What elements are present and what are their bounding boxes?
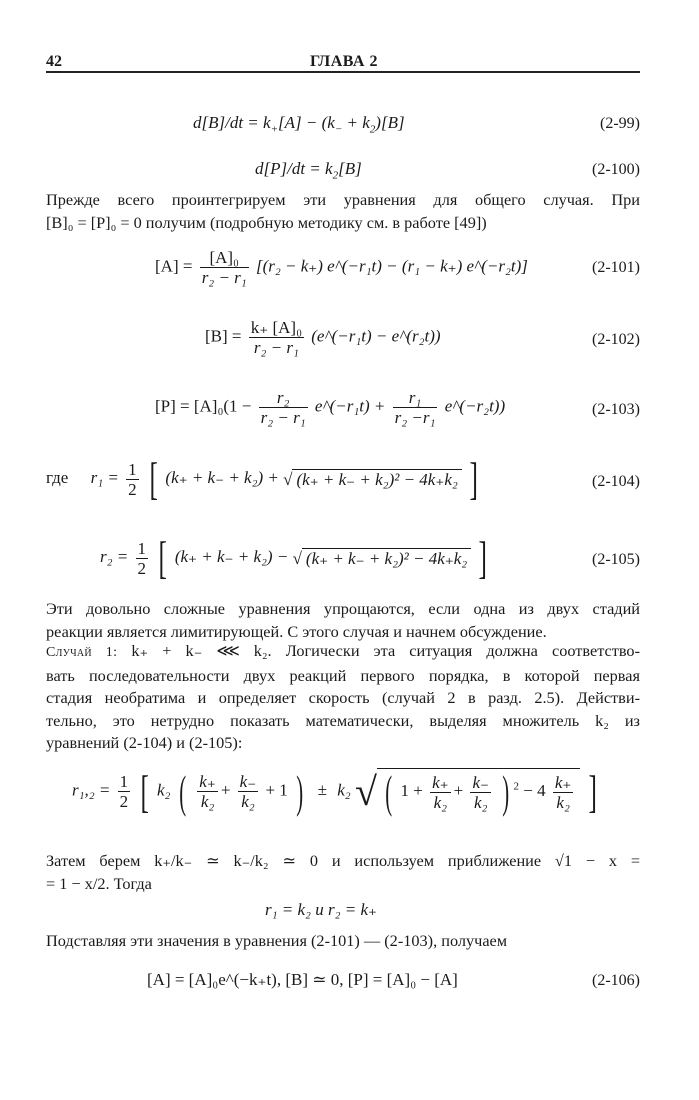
eq-2-103-end: e^(−r₂t)): [444, 396, 506, 416]
eq-2-103-fraction-2: [393, 388, 438, 427]
radicand: (k₊ + k₋ + k₂)² − 4k₊k₂: [292, 469, 461, 490]
equation-r12: r₁,₂ = $\frac{1}{2}$ [ k₂ ( $\frac{k_+}{\text{k₂}}$ + $\frac{k_-}{\text{k₂}}$ + 1 ) ± k₂ √ ( 1 + $\frac{k_+}{\text{k₂}}$ + $\frac{k_-}{\text{k₂}}$ ) $^2$ − 4 $\frac{k_+}{\text{k₂}}$ ]: [72, 765, 597, 817]
eq-r12-lhs: r₁,₂ =: [72, 780, 111, 800]
eq-2-105-sqrt: √ (k₊ + k₋ + k₂)² − 4k₊k₂: [293, 548, 472, 569]
eq-2-102-fraction: [249, 318, 304, 357]
eq-2-100-sub: 2: [332, 169, 339, 182]
case-label: Случай 1:: [46, 645, 118, 660]
eq-r12-sq-frac-1: [430, 773, 451, 812]
eq-2-99-part: )[B]: [375, 113, 405, 132]
eq-2-103-lhs: [P] = [A]₀(1 −: [155, 396, 252, 416]
page-number: 42: [46, 53, 62, 70]
fraction-denominator: k₂: [473, 792, 488, 812]
eq-r12-sqrt: √ ( 1 + $\frac{k_+}{\text{k₂}}$ + $\frac{k_-}{\text{k₂}}$ ) $^2$ − 4 $\frac{k_+}{\text{k₂}}$: [355, 768, 580, 815]
eq-r12-sq-frac-2: [470, 773, 491, 812]
fraction-numerator: 1: [137, 538, 146, 558]
eq-2-99-sub: +: [270, 123, 279, 136]
fraction-denominator: r₂ − r₁: [260, 408, 306, 427]
fraction-numerator: k₋: [239, 772, 257, 791]
paragraph-line: стадия необратима и определяет скорость (случай 2 в разд. 2.5). Действи-: [46, 688, 640, 707]
eq-2-104-prefix: где: [46, 467, 69, 487]
equation-2-99: [193, 113, 405, 135]
fraction-numerator: r₁: [393, 388, 438, 408]
fraction-numerator: 1: [128, 459, 137, 479]
eq-2-99-part: d[B]/dt = k: [193, 113, 271, 132]
paragraph-line: вать последовательности двух реакций первого порядка, в которой первая: [46, 665, 640, 685]
fraction-denominator: k₂: [200, 792, 215, 811]
fraction-numerator: k₋: [472, 772, 489, 792]
eq-number-2-102: (2-102): [592, 331, 640, 348]
paragraph-line: тельно, это нетрудно показать математически, выделяя множитель k₂ из: [46, 710, 640, 730]
eq-2-99-sub: 2: [369, 123, 376, 136]
eq-number-2-105: (2-105): [592, 551, 640, 568]
equation-2-105: [100, 532, 491, 583]
fraction-denominator: 2: [119, 792, 129, 811]
fraction-denominator: 2: [137, 558, 146, 578]
equation-2-103: [155, 388, 505, 427]
eq-2-105-inner: (k₊ + k₋ + k₂) −: [174, 546, 289, 566]
header-rule: [46, 71, 640, 73]
fraction-denominator: r₂ − r₁: [253, 338, 299, 357]
right-paren: ): [502, 766, 510, 817]
fraction-numerator: [A]₀: [200, 248, 249, 268]
eq-number-2-104: (2-104): [592, 473, 640, 490]
square-exponent: 2: [513, 780, 520, 793]
equation-2-104: [46, 453, 481, 504]
eq-r12-frac-2: [238, 772, 259, 811]
eq-2-103-fraction-1: [259, 388, 308, 427]
left-paren: (: [178, 765, 186, 817]
equation-r-approx: r₁ = k₂ и r₂ = k₊: [265, 900, 377, 919]
fraction-numerator: k₊: [199, 772, 216, 791]
eq-number-2-101: (2-101): [592, 259, 640, 276]
paragraph-line: [B]₀ = [P]₀ = 0 получим (подробную методику см. в работе [49]): [46, 212, 487, 232]
left-bracket: [: [149, 453, 158, 504]
eq-r12-one-plus: 1 +: [400, 780, 423, 800]
eq-2-104-half: [126, 460, 139, 499]
eq-2-99-part: [A] − (k: [278, 113, 335, 132]
paragraph-4: [46, 850, 640, 895]
eq-r12-k2b: k₂: [337, 780, 351, 800]
fraction-denominator: r₂ − r₁: [201, 268, 247, 287]
paragraph-line: реакции является лимитирующей. С этого случая и начнем обсуждение.: [46, 621, 547, 641]
eq-r12-half: [118, 772, 131, 811]
paragraph-5: [46, 930, 640, 953]
fraction-denominator: k₂: [556, 792, 570, 812]
eq-2-102-rhs: (e^(−r₁t) − e^(r₂t)): [311, 326, 441, 346]
right-bracket: ]: [478, 532, 488, 583]
paragraph-line: Прежде всего проинтегрируем эти уравнения для общего случая. При: [46, 190, 640, 209]
fraction-numerator: r₂: [259, 388, 308, 408]
eq-2-104-sqrt: √ (k₊ + k₋ + k₂)² − 4k₊k₂: [283, 469, 462, 490]
paragraph-text: k₊ + k₋ ⋘ k₂. Логически эта ситуация должна соответство-: [131, 641, 640, 660]
paragraph-2: [46, 598, 640, 643]
eq-r12-minus4: − 4: [523, 780, 546, 800]
paragraph-1: [46, 189, 640, 234]
eq-number-2-106: (2-106): [592, 972, 640, 989]
equation-2-106: [A] = [A]₀e^(−k₊t), [B] ≃ 0, [P] = [A]₀ − [A]: [147, 970, 458, 989]
eq-r12-k2: k₂: [157, 780, 171, 800]
chapter-title: ГЛАВА 2: [310, 53, 378, 70]
right-paren: ): [296, 765, 304, 817]
equation-2-102: [205, 318, 441, 357]
eq-2-105-half: [136, 539, 149, 578]
eq-r12-sq-frac-3: [553, 773, 574, 812]
eq-2-99-part: + k: [342, 113, 370, 132]
fraction-denominator: k₂: [433, 792, 448, 812]
left-bracket: [: [158, 532, 168, 583]
eq-2-102-lhs: [B] =: [205, 326, 242, 346]
equation-2-101: [155, 248, 528, 287]
paragraph-line: [46, 640, 640, 665]
left-paren: (: [385, 766, 393, 817]
eq-2-104-lhs: r₁ =: [90, 467, 119, 487]
paragraph-3: [46, 640, 640, 755]
right-bracket: ]: [588, 765, 597, 817]
left-bracket: [: [140, 765, 150, 817]
eq-2-103-mid: e^(−r₁t) +: [314, 396, 386, 416]
fraction-numerator: k₊: [432, 772, 449, 792]
paragraph-line: = 1 − x/2. Тогда: [46, 873, 152, 893]
fraction-denominator: 2: [128, 479, 137, 499]
eq-2-105-lhs: r₂ =: [100, 546, 129, 566]
eq-2-101-fraction: [200, 248, 249, 287]
paragraph-line: Эти довольно сложные уравнения упрощаются, если одна из двух стадий: [46, 599, 640, 618]
fraction-numerator: k₊ [A]₀: [250, 318, 302, 337]
eq-2-104-inner: (k₊ + k₋ + k₂) +: [165, 467, 279, 487]
eq-r12-frac-1: [197, 772, 218, 811]
eq-r12-plus-one: + 1: [265, 780, 288, 800]
eq-number-2-99: (2-99): [600, 115, 640, 132]
eq-2-100-part: [B]: [338, 159, 362, 178]
fraction-numerator: 1: [119, 772, 129, 791]
fraction-denominator: r₂ −r₁: [394, 408, 436, 427]
eq-2-100-part: d[P]/dt = k: [255, 159, 333, 178]
fraction-denominator: k₂: [241, 792, 255, 811]
eq-2-99-sub: −: [334, 123, 343, 136]
eq-2-101-lhs: [A] =: [155, 256, 193, 276]
fraction-numerator: k₊: [554, 772, 572, 792]
equation-2-100: [255, 159, 362, 181]
right-bracket: ]: [469, 453, 478, 504]
eq-number-2-103: (2-103): [592, 401, 640, 418]
paragraph-line: уравнений (2-104) и (2-105):: [46, 733, 243, 752]
eq-r12-pm: ±: [317, 780, 327, 800]
radicand: (k₊ + k₋ + k₂)² − 4k₊k₂: [302, 548, 471, 569]
eq-2-101-rhs: [(r₂ − k₊) e^(−r₁t) − (r₁ − k₊) e^(−r₂t)]: [255, 256, 528, 276]
paragraph-line: Подставляя эти значения в уравнения (2-101) — (2-103), получаем: [46, 931, 508, 950]
paragraph-line: Затем берем k₊/k₋ ≃ k₋/k₂ ≃ 0 и используем приближение √1 − x =: [46, 851, 640, 870]
eq-number-2-100: (2-100): [592, 161, 640, 178]
